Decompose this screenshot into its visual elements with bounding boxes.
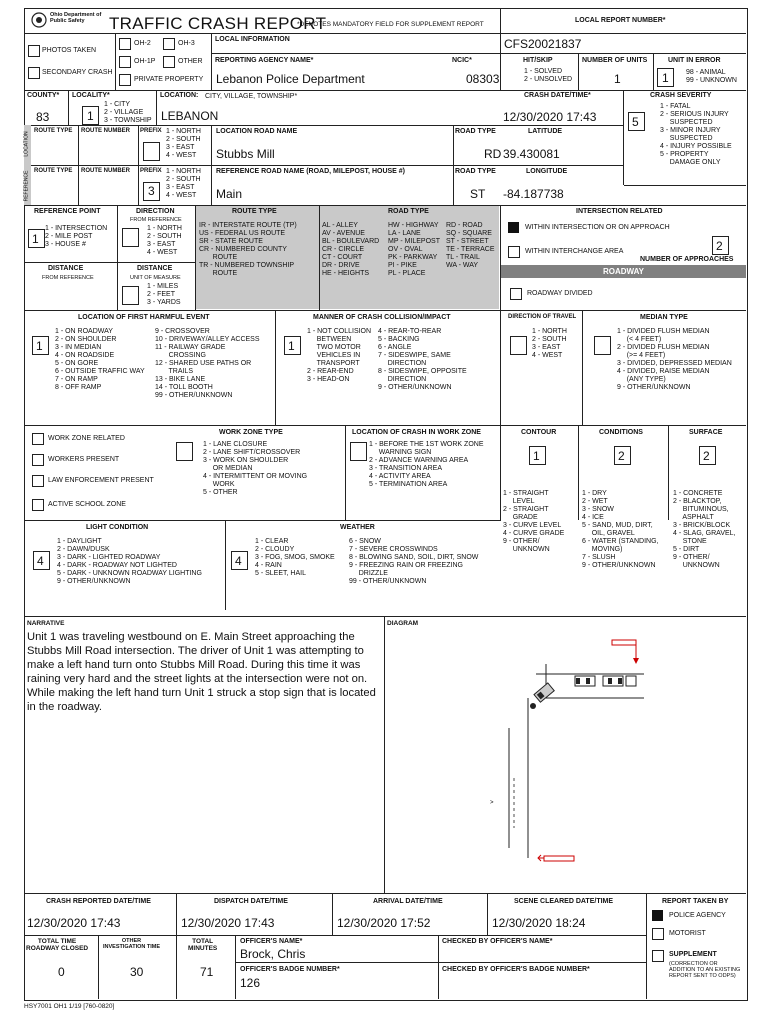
conditions-label: CONDITIONS — [599, 429, 643, 436]
hit-skip-label: HIT/SKIP — [523, 57, 553, 64]
local-information-label: LOCAL INFORMATION — [215, 36, 290, 43]
manner-label: MANNER OF CRASH COLLISION/IMPACT — [313, 314, 451, 321]
oh1p-label: OH-1P — [134, 58, 156, 65]
number-of-units-value[interactable]: 1 — [614, 72, 621, 86]
police-agency-checkbox[interactable] — [652, 910, 663, 921]
county-value[interactable]: 83 — [36, 110, 50, 124]
contour-value: 1 — [533, 449, 540, 463]
location-road-type-label: ROAD TYPE — [455, 128, 496, 135]
within-interchange-checkbox[interactable] — [508, 246, 520, 258]
private-property-checkbox[interactable] — [119, 74, 131, 86]
label-marker-icon — [612, 640, 636, 645]
total-minutes-value[interactable]: 71 — [200, 965, 214, 979]
oh1p-checkbox[interactable] — [119, 56, 131, 68]
arrival-datetime-value[interactable]: 12/30/2020 17:52 — [337, 916, 431, 930]
location-hint: CITY, VILLAGE, TOWNSHIP* — [205, 93, 298, 100]
location-side-label: LOCATION — [23, 131, 30, 157]
road-type-col3: RD - ROAD SQ - SQUARE ST - STREET TE - TERRACE TL - TRAIL WA - WAY — [446, 222, 495, 269]
contour-options: 1 - STRAIGHT LEVEL 2 - STRAIGHT GRADE 3 - CURVE LEVEL 4 - CURVE GRADE 9 - OTHER/ UNKNOWN — [503, 490, 565, 553]
ref-route-type-header: ROUTE TYPE — [34, 168, 73, 174]
prefix-header: PREFIX — [140, 128, 162, 134]
local-report-label: LOCAL REPORT NUMBER* — [575, 17, 666, 24]
law-enforcement-checkbox[interactable] — [32, 475, 44, 487]
direction-options: 1 - NORTH 2 - SOUTH 3 - EAST 4 - WEST — [147, 225, 182, 256]
oh3-checkbox[interactable] — [163, 38, 175, 50]
roadway-header: ROADWAY — [501, 265, 746, 278]
distance-label: DISTANCE — [48, 265, 84, 272]
median-type-options: 1 - DIVIDED FLUSH MEDIAN (< 4 FEET) 2 - DIVIDED FLUSH MEDIAN (>= 4 FEET) 3 - DIVIDED, DEPRESSED MEDIAN 4 - DIVIDED, RAISE MEDIAN (ANY TYPE) 9 - OTHER/UNKNOWN — [617, 328, 732, 391]
label-marker-icon-2 — [544, 856, 574, 861]
surface-value: 2 — [703, 449, 710, 463]
location-value[interactable]: LEBANON — [161, 109, 219, 123]
motorist-label: MOTORIST — [669, 930, 706, 937]
report-taken-label: REPORT TAKEN BY — [662, 898, 729, 905]
median-type-box[interactable] — [594, 336, 611, 355]
vehicle-icon — [575, 676, 636, 686]
light-condition-label: LIGHT CONDITION — [86, 524, 149, 531]
work-zone-location-label: LOCATION OF CRASH IN WORK ZONE — [352, 429, 481, 436]
first-harmful-col2: 9 - CROSSOVER 10 - DRIVEWAY/ALLEY ACCESS 11 - RAILWAY GRADE CROSSING 12 - SHARED USE PATHS OR TRAILS 13 - BIKE LANE 14 - TOLL BOOTH 99 - OTHER/UNKNOWN — [155, 328, 260, 399]
secondary-crash-checkbox[interactable] — [28, 67, 40, 79]
prefix-options-reference: 1 - NORTH 2 - SOUTH 3 - EAST 4 - WEST — [166, 168, 201, 199]
number-of-units-label: NUMBER OF UNITS — [582, 57, 648, 64]
police-agency-label: POLICE AGENCY — [669, 912, 726, 919]
contour-label: CONTOUR — [521, 429, 557, 436]
weather-col2: 6 - SNOW 7 - SEVERE CROSSWINDS 8 - BLOWING SAND, SOIL, DIRT, SNOW 9 - FREEZING RAIN OR FREEZING DRIZZLE 99 - OTHER/UNKNOWN — [349, 538, 479, 585]
latitude-label: LATITUDE — [528, 128, 563, 135]
stop-sign-icon — [530, 703, 536, 709]
location-road-name-value[interactable]: Stubbs Mill — [216, 147, 275, 161]
direction-box[interactable] — [122, 228, 139, 247]
road-type-title: ROAD TYPE — [388, 208, 429, 215]
weather-label: WEATHER — [340, 524, 375, 531]
surface-options: 1 - CONCRETE 2 - BLACKTOP, BITUMINOUS, ASPHALT 3 - BRICK/BLOCK 4 - SLAG, GRAVEL, STONE 5 - DIRT 9 - OTHER/ UNKNOWN — [673, 490, 736, 569]
reference-side-label: REFERENCE — [23, 170, 30, 202]
motorist-checkbox[interactable] — [652, 928, 664, 940]
location-road-name-label: LOCATION ROAD NAME — [216, 128, 298, 135]
reference-road-type-value[interactable]: ST — [470, 187, 486, 201]
manner-col2: 4 - REAR-TO-REAR 5 - BACKING 6 - ANGLE 7 - SIDESWIPE, SAME DIRECTION 8 - SIDESWIPE, OPPOSITE DIRECTION 9 - OTHER/UNKNOWN — [378, 328, 467, 391]
oh2-label: OH-2 — [134, 40, 151, 47]
distance-unit-sub: UNIT OF MEASURE — [130, 275, 181, 281]
reported-datetime-label: CRASH REPORTED DATE/TIME — [46, 898, 151, 905]
crash-datetime-label: CRASH DATE/TIME* — [524, 92, 591, 99]
total-minutes-label: TOTAL MINUTES — [188, 938, 218, 952]
locality-value: 1 — [87, 109, 94, 123]
dispatch-datetime-value[interactable]: 12/30/2020 17:43 — [181, 916, 275, 930]
weather-value: 4 — [235, 554, 242, 568]
work-zone-related-label: WORK ZONE RELATED — [48, 435, 125, 442]
median-type-label: MEDIAN TYPE — [640, 314, 688, 321]
distance-unit-options: 1 - MILES 2 - FEET 3 - YARDS — [147, 283, 181, 306]
dispatch-datetime-label: DISPATCH DATE/TIME — [214, 898, 288, 905]
approaches-label: NUMBER OF APPROACHES — [640, 256, 734, 263]
surface-label: SURFACE — [689, 429, 723, 436]
ncic-label: NCIC* — [452, 57, 472, 64]
latitude-value[interactable]: 39.430081 — [503, 147, 560, 161]
officer-name-value[interactable]: Brock, Chris — [240, 947, 306, 961]
oh3-label: OH-3 — [178, 40, 195, 47]
crash-severity-label: CRASH SEVERITY — [650, 92, 712, 99]
reference-road-name-value[interactable]: Main — [216, 187, 243, 201]
ohio-dps-logo — [30, 11, 104, 29]
oh2-checkbox[interactable] — [119, 38, 131, 50]
manner-col1: 1 - NOT COLLISION BETWEEN TWO MOTOR VEHICLES IN TRANSPORT 2 - REAR-END 3 - HEAD-ON — [307, 328, 372, 383]
private-property-label: PRIVATE PROPERTY — [134, 76, 204, 83]
road-type-col2: HW - HIGHWAY LA - LANE MP - MILEPOST OV - OVAL PK - PARKWAY PI - PIKE PL - PLACE — [388, 222, 440, 277]
secondary-crash-label: SECONDARY CRASH — [42, 69, 113, 76]
direction-of-travel-box[interactable] — [510, 336, 527, 355]
narrative-label: NARRATIVE — [27, 620, 65, 627]
hit-skip-options: 1 - SOLVED 2 - UNSOLVED — [524, 68, 573, 83]
local-report-number[interactable]: CFS20021837 — [504, 37, 582, 51]
within-intersection-label: WITHIN INTERSECTION OR ON APPROACH — [525, 224, 670, 231]
first-harmful-col1: 1 - ON ROADWAY 2 - ON SHOULDER 3 - IN MEDIAN 4 - ON ROADSIDE 5 - ON GORE 6 - OUTSIDE TRAFFIC WAY 7 - ON RAMP 8 - OFF RAMP — [55, 328, 145, 391]
ref-route-number-header: ROUTE NUMBER — [81, 168, 130, 174]
photos-taken-label: PHOTOS TAKEN — [42, 47, 97, 54]
work-zone-type-label: WORK ZONE TYPE — [219, 429, 283, 436]
crash-severity-value: 5 — [632, 115, 639, 129]
county-label: COUNTY* — [27, 92, 60, 99]
work-zone-type-options: 1 - LANE CLOSURE 2 - LANE SHIFT/CROSSOVER 3 - WORK ON SHOULDER OR MEDIAN 4 - INTERMITTENT OR MOVING WORK 5 - OTHER — [203, 441, 308, 496]
scene-cleared-label: SCENE CLEARED DATE/TIME — [514, 898, 614, 905]
location-prefix-box[interactable] — [143, 142, 160, 161]
reference-point-options: 1 - INTERSECTION 2 - MILE POST 3 - HOUSE # — [45, 225, 108, 248]
reporting-agency-value[interactable]: Lebanon Police Department — [216, 72, 365, 86]
roadway-divided-label: ROADWAY DIVIDED — [527, 290, 593, 297]
conditions-options: 1 - DRY 2 - WET 3 - SNOW 4 - ICE 5 - SAND, MUD, DIRT, OIL, GRAVEL 6 - WATER (STANDING, MOVING) 7 - SLUSH 9 - OTHER/UNKNOWN — [582, 490, 659, 569]
other-label: OTHER — [178, 58, 203, 65]
supplement-label: SUPPLEMENT — [669, 951, 717, 958]
distance-unit-label: DISTANCE — [137, 265, 173, 272]
prefix-options-location: 1 - NORTH 2 - SOUTH 3 - EAST 4 - WEST — [166, 128, 201, 159]
unit-in-error-value: 1 — [662, 71, 669, 85]
unit-in-error-options: 98 - ANIMAL 99 - UNKNOWN — [686, 69, 737, 84]
manner-value: 1 — [288, 339, 295, 353]
direction-of-travel-options: 1 - NORTH 2 - SOUTH 3 - EAST 4 - WEST — [532, 328, 567, 359]
route-type-title: ROUTE TYPE — [232, 208, 277, 215]
approaches-value: 2 — [716, 239, 723, 253]
direction-sub: FROM REFERENCE — [130, 217, 182, 223]
route-number-header: ROUTE NUMBER — [81, 128, 130, 134]
route-type-header: ROUTE TYPE — [34, 128, 73, 134]
route-type-options: IR - INTERSTATE ROUTE (TP) US - FEDERAL US ROUTE SR - STATE ROUTE CR - NUMBERED COUNTY ROUTE TR - NUMBERED TOWNSHIP ROUTE — [199, 222, 297, 277]
longitude-value[interactable]: -84.187738 — [503, 187, 564, 201]
location-label: LOCATION: — [160, 92, 199, 99]
checked-by-badge-label: CHECKED BY OFFICER'S BADGE NUMBER* — [442, 966, 590, 973]
roadway-divided-checkbox[interactable] — [510, 288, 522, 300]
ncic-value[interactable]: 08303 — [466, 72, 500, 86]
reporting-agency-label: REPORTING AGENCY NAME* — [215, 57, 314, 64]
mandatory-note: *DENOTES MANDATORY FIELD FOR SUPPLEMENT REPORT — [297, 21, 484, 28]
checked-by-name-label: CHECKED BY OFFICER'S NAME* — [442, 938, 553, 945]
locality-options: 1 - CITY 2 - VILLAGE 3 - TOWNSHIP — [104, 101, 152, 124]
total-closed-value[interactable]: 0 — [58, 965, 65, 979]
workers-present-checkbox[interactable] — [32, 454, 44, 466]
distance-unit-box[interactable] — [122, 286, 139, 305]
active-school-zone-label: ACTIVE SCHOOL ZONE — [48, 501, 126, 508]
other-investigation-value[interactable]: 30 — [130, 965, 144, 979]
work-zone-location-options: 1 - BEFORE THE 1ST WORK ZONE WARNING SIGN 2 - ADVANCE WARNING AREA 3 - TRANSITION AREA 4 - ACTIVITY AREA 5 - TERMINATION AREA — [369, 441, 484, 488]
within-intersection-checkbox[interactable] — [508, 222, 519, 233]
report-title: TRAFFIC CRASH REPORT — [109, 14, 327, 33]
longitude-label: LONGITUDE — [526, 168, 568, 175]
officer-name-label: OFFICER'S NAME* — [240, 938, 303, 945]
diagram-label: DIAGRAM — [387, 620, 419, 627]
light-condition-options: 1 - DAYLIGHT 2 - DAWN/DUSK 3 - DARK - LIGHTED ROADWAY 4 - DARK - ROADWAY NOT LIGHTED 5 - DARK - UNKNOWN ROADWAY LIGHTING 9 - OTHER/UNKNOWN — [57, 538, 202, 585]
crash-datetime-value[interactable]: 12/30/2020 17:43 — [503, 110, 597, 124]
location-road-type-value[interactable]: RD — [484, 147, 502, 161]
reference-road-name-label: REFERENCE ROAD NAME (ROAD, MILEPOST, HOUSE #) — [216, 168, 406, 175]
total-closed-label: TOTAL TIME ROADWAY CLOSED — [26, 938, 89, 952]
reported-datetime-value[interactable]: 12/30/2020 17:43 — [27, 916, 121, 930]
arrival-datetime-label: ARRIVAL DATE/TIME — [373, 898, 443, 905]
reference-prefix-value: 3 — [148, 184, 155, 198]
direction-of-travel-label: DIRECTION OF TRAVEL — [508, 314, 577, 320]
badge-number-value[interactable]: 126 — [240, 976, 261, 990]
other-investigation-label: OTHER INVESTIGATION TIME — [103, 938, 161, 950]
reference-road-type-label: ROAD TYPE — [455, 168, 496, 175]
other-checkbox[interactable] — [163, 56, 175, 68]
badge-number-label: OFFICER'S BADGE NUMBER* — [240, 966, 340, 973]
turning-vehicle-icon — [534, 683, 554, 702]
road-type-col1: AL - ALLEY AV - AVENUE BL - BOULEVARD CR - CIRCLE CT - COURT DR - DRIVE HE - HEIGHTS — [322, 222, 380, 277]
agency-logo-text: Ohio Department of Public Safety — [50, 12, 102, 24]
narrative-text[interactable]: Unit 1 was traveling westbound on E. Main Street approaching the Stubbs Mill Road intersection. The driver of Unit 1 was attempting to make a left hand turn onto Stubbs Mill Road. During this time it was raining very hard and the street lights at the intersection were not on. While making the left hand turn Unit 1 struck a stop sign that is located in the roadway. — [27, 631, 376, 713]
direction-label: DIRECTION — [136, 208, 175, 215]
intersection-related-label: INTERSECTION RELATED — [576, 208, 663, 215]
distance-sub: FROM REFERENCE — [42, 275, 94, 281]
within-interchange-label: WITHIN INTERCHANGE AREA — [525, 248, 624, 255]
crash-diagram — [386, 628, 744, 890]
first-harmful-value: 1 — [36, 339, 43, 353]
locality-label: LOCALITY* — [72, 92, 110, 99]
work-zone-type-box[interactable] — [176, 442, 193, 461]
law-enforcement-label: LAW ENFORCEMENT PRESENT — [48, 477, 154, 484]
unit-in-error-label: UNIT IN ERROR — [668, 57, 721, 64]
photos-taken-checkbox[interactable] — [28, 45, 40, 57]
reference-point-value: 1 — [32, 232, 39, 246]
workers-present-label: WORKERS PRESENT — [48, 456, 120, 463]
form-id: HSY7001 OH1 1/19 [760-0820] — [24, 1003, 115, 1010]
active-school-zone-checkbox[interactable] — [32, 499, 44, 511]
work-zone-location-box[interactable] — [350, 442, 367, 461]
scene-cleared-value[interactable]: 12/30/2020 18:24 — [492, 916, 586, 930]
light-condition-value: 4 — [37, 554, 44, 568]
weather-col1: 1 - CLEAR 2 - CLOUDY 3 - FOG, SMOG, SMOKE 4 - RAIN 5 - SLEET, HAIL — [255, 538, 335, 577]
reference-point-label: REFERENCE POINT — [34, 208, 101, 215]
supplement-note: (CORRECTION OR ADDITION TO AN EXISTING REPORT SENT TO ODPS) — [669, 961, 741, 979]
ref-prefix-header: PREFIX — [140, 168, 162, 174]
supplement-checkbox[interactable] — [652, 950, 664, 962]
work-zone-related-checkbox[interactable] — [32, 433, 44, 445]
first-harmful-label: LOCATION OF FIRST HARMFUL EVENT — [78, 314, 210, 321]
crash-severity-options: 1 - FATAL 2 - SERIOUS INJURY SUSPECTED 3 - MINOR INJURY SUSPECTED 4 - INJURY POSSIBLE 5 - PROPERTY DAMAGE ONLY — [660, 103, 732, 166]
conditions-value: 2 — [618, 449, 625, 463]
svg-text:>: > — [490, 800, 494, 806]
